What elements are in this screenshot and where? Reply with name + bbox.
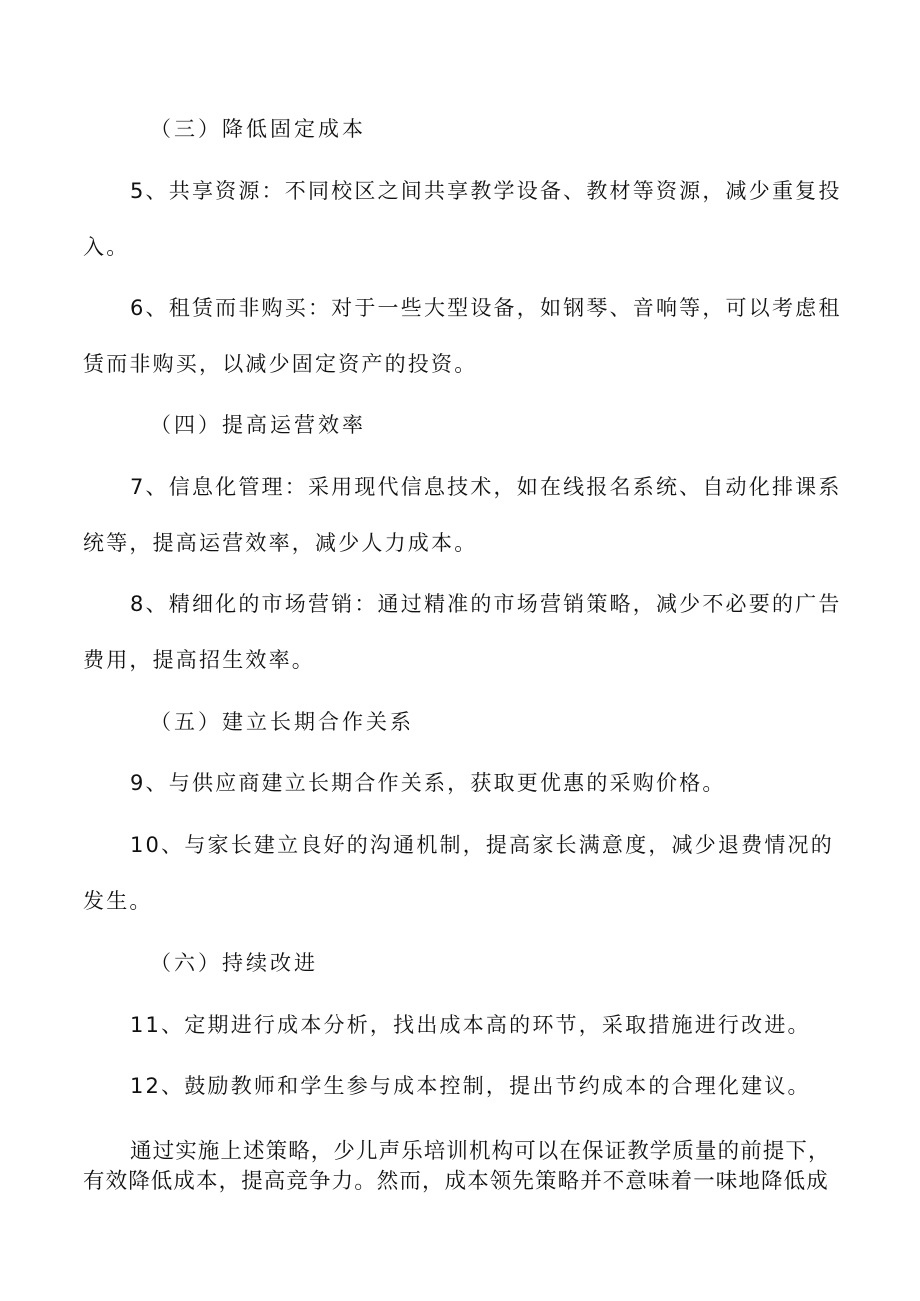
list-item-8-line-2: 费用，提高招生效率。: [83, 648, 315, 672]
section-heading-4: （四）提高运营效率: [150, 413, 366, 437]
list-item-10-line-2: 发生。: [83, 889, 153, 913]
list-item-11-line-1: 11、定期进行成本分析，找出成本高的环节，采取措施进行改进。: [130, 1013, 811, 1037]
list-item-6-line-1: 6、租赁而非购买：对于一些大型设备，如钢琴、音响等，可以考虑租: [130, 296, 842, 320]
list-item-8-line-1: 8、精细化的市场营销：通过精准的市场营销策略，减少不必要的广告: [130, 592, 842, 616]
list-item-5-line-2: 入。: [83, 235, 130, 259]
conclusion-line-2: 有效降低成本，提高竞争力。然而，成本领先策略并不意味着一味地降低成: [83, 1169, 829, 1194]
list-item-7-line-1: 7、信息化管理：采用现代信息技术，如在线报名系统、自动化排课系: [130, 475, 842, 499]
list-item-7-line-2: 统等，提高运营效率，减少人力成本。: [83, 531, 478, 555]
list-item-6-line-2: 赁而非购买，以减少固定资产的投资。: [83, 352, 478, 376]
list-item-5-line-1: 5、共享资源：不同校区之间共享教学设备、教材等资源，减少重复投: [130, 179, 842, 203]
section-heading-3: （三）降低固定成本: [150, 117, 366, 141]
section-heading-6: （六）持续改进: [150, 951, 318, 975]
conclusion-line-1: 通过实施上述策略，少儿声乐培训机构可以在保证教学质量的前提下，: [130, 1139, 831, 1164]
list-item-12-line-1: 12、鼓励教师和学生参与成本控制，提出节约成本的合理化建议。: [130, 1074, 811, 1098]
list-item-10-line-1: 10、与家长建立良好的沟通机制，提高家长满意度，减少退费情况的: [130, 833, 834, 857]
list-item-9-line-1: 9、与供应商建立长期合作关系，获取更优惠的采购价格。: [130, 771, 726, 795]
section-heading-5: （五）建立长期合作关系: [150, 710, 414, 734]
